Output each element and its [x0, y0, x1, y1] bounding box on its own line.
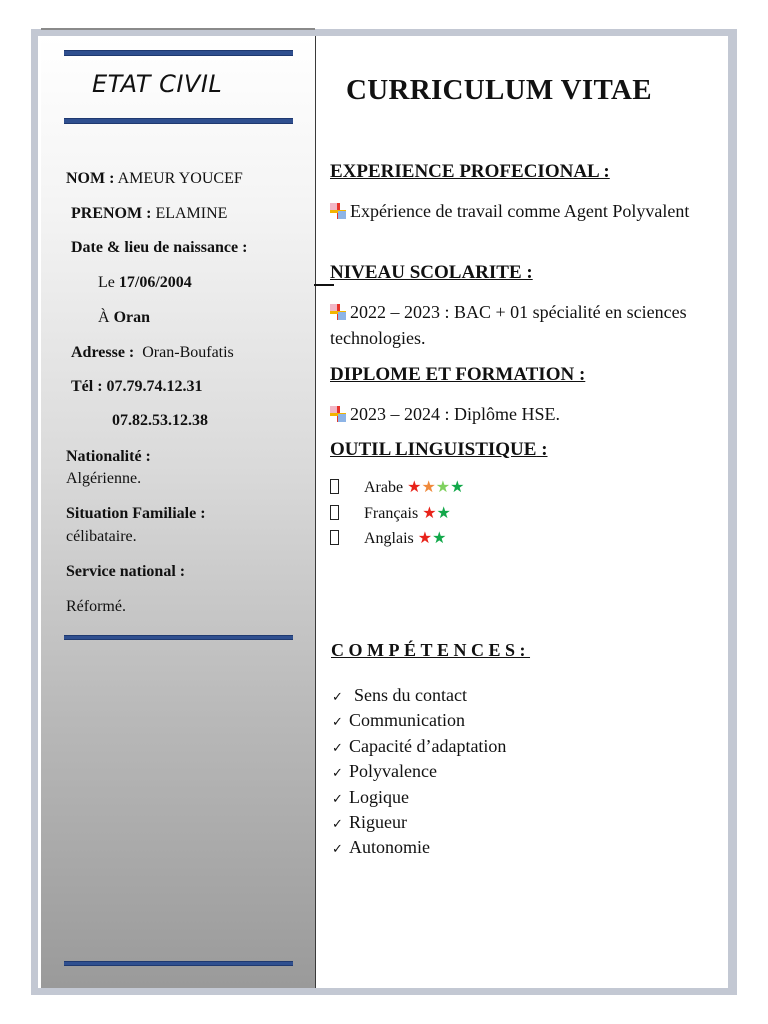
adresse-label: Adresse : — [71, 344, 135, 361]
checkbox-icon — [330, 479, 339, 494]
star-icon: ★ — [450, 477, 465, 496]
service-label-line — [66, 562, 185, 582]
list-item: ✓ Sens du contact — [332, 684, 506, 709]
outil-heading-text: OUTIL LINGUISTIQUE — [330, 439, 537, 460]
prenom-value: ELAMINE — [155, 205, 228, 222]
experience-text: Expérience de travail comme Agent Polyvalent — [350, 201, 690, 221]
situation-label: Situation Familiale : — [66, 505, 206, 522]
tel-line-2 — [112, 411, 208, 431]
star-icon: ★ — [432, 528, 447, 547]
star-icon: ★ — [417, 528, 433, 547]
checkbox-icon — [330, 505, 339, 520]
star-icon: ★ — [435, 477, 451, 496]
niveau-item — [330, 299, 710, 351]
adresse-value: Oran-Boufatis — [142, 344, 234, 361]
lieu-line — [98, 308, 150, 328]
nom-line — [66, 169, 243, 189]
experience-heading: EXPERIENCE PROFECIONAL : — [330, 161, 610, 182]
etat-civil-heading: ETAT CIVIL — [92, 70, 223, 98]
list-item: ✓ Logique — [332, 786, 506, 811]
niveau-underline-stroke — [314, 284, 334, 286]
lieu-prefix: À — [98, 309, 110, 326]
section-bar-middle — [64, 635, 293, 640]
service-label: Service national : — [66, 563, 186, 580]
star-icon: ★ — [407, 477, 422, 496]
top-divider — [41, 28, 315, 30]
section-bar-bottom — [64, 961, 293, 966]
tel-value-1: 07.79.74.12.31 — [106, 378, 203, 395]
language-name: Arabe — [364, 479, 404, 496]
diplome-item — [330, 401, 710, 427]
check-icon: ✓ — [332, 740, 343, 756]
situation-label-line — [66, 504, 206, 524]
nationalite-label-line — [66, 447, 151, 467]
list-item: ✓ Autonomie — [332, 836, 506, 861]
bullet-flag-icon — [330, 203, 346, 219]
tel-label: Tél : — [71, 378, 103, 395]
tel-value-2: 07.82.53.12.38 — [112, 412, 208, 429]
list-item: ✓ Capacité d’adaptation — [332, 735, 506, 760]
naissance-label-line — [71, 238, 247, 258]
list-item: ✓ Communication — [332, 709, 506, 734]
language-name: Français — [364, 505, 419, 522]
checkbox-icon — [330, 530, 339, 545]
list-item: ✓ Polyvalence — [332, 760, 506, 785]
niveau-heading: NIVEAU SCOLARITE : — [330, 262, 533, 283]
cv-title: CURRICULUM VITAE — [346, 74, 652, 106]
language-row-arabe — [330, 477, 464, 497]
star-icon: ★ — [436, 503, 451, 522]
date-value: 17/06/2004 — [118, 274, 192, 291]
bullet-flag-icon — [330, 406, 346, 422]
adresse-line — [71, 343, 234, 363]
star-icon: ★ — [421, 477, 436, 496]
outil-heading-colon: : — [536, 439, 548, 460]
language-row-francais — [330, 503, 451, 523]
competences-heading: COMPÉTENCES: — [331, 640, 531, 660]
service-value: Réformé. — [66, 598, 126, 615]
heading-bar-bottom — [64, 118, 293, 124]
list-item: ✓ Rigueur — [332, 811, 506, 836]
check-icon: ✓ — [332, 791, 343, 807]
language-name: Anglais — [364, 530, 414, 547]
check-icon: ✓ — [332, 817, 343, 833]
check-icon: ✓ — [332, 766, 343, 782]
nom-label: NOM : — [66, 170, 115, 187]
diplome-text: 2023 – 2024 : Diplôme HSE. — [350, 404, 560, 424]
diplome-heading: DIPLOME ET FORMATION : — [330, 364, 586, 385]
date-prefix: Le — [98, 274, 115, 291]
naissance-label: Date & lieu de naissance : — [71, 239, 248, 256]
lieu-value: Oran — [113, 309, 151, 326]
check-icon: ✓ — [332, 715, 343, 731]
language-row-anglais — [330, 528, 446, 548]
date-line — [98, 273, 192, 293]
prenom-label: PRENOM : — [71, 205, 152, 222]
nom-value: AMEUR YOUCEF — [117, 170, 243, 187]
outil-heading — [330, 439, 548, 461]
niveau-text: 2022 – 2023 : BAC + 01 spécialité en sciences technologies. — [330, 302, 687, 348]
heading-bar-top — [64, 50, 293, 56]
competences-list — [332, 684, 506, 862]
tel-line — [71, 377, 203, 397]
nationalite-label: Nationalité : — [66, 448, 151, 465]
check-icon: ✓ — [332, 690, 343, 705]
check-icon: ✓ — [332, 842, 343, 858]
star-icon: ★ — [422, 503, 437, 522]
situation-value: célibataire. — [66, 528, 137, 545]
nationalite-value: Algérienne. — [66, 470, 142, 487]
bullet-flag-icon — [330, 304, 346, 320]
experience-item — [330, 198, 710, 224]
prenom-line — [71, 204, 227, 224]
